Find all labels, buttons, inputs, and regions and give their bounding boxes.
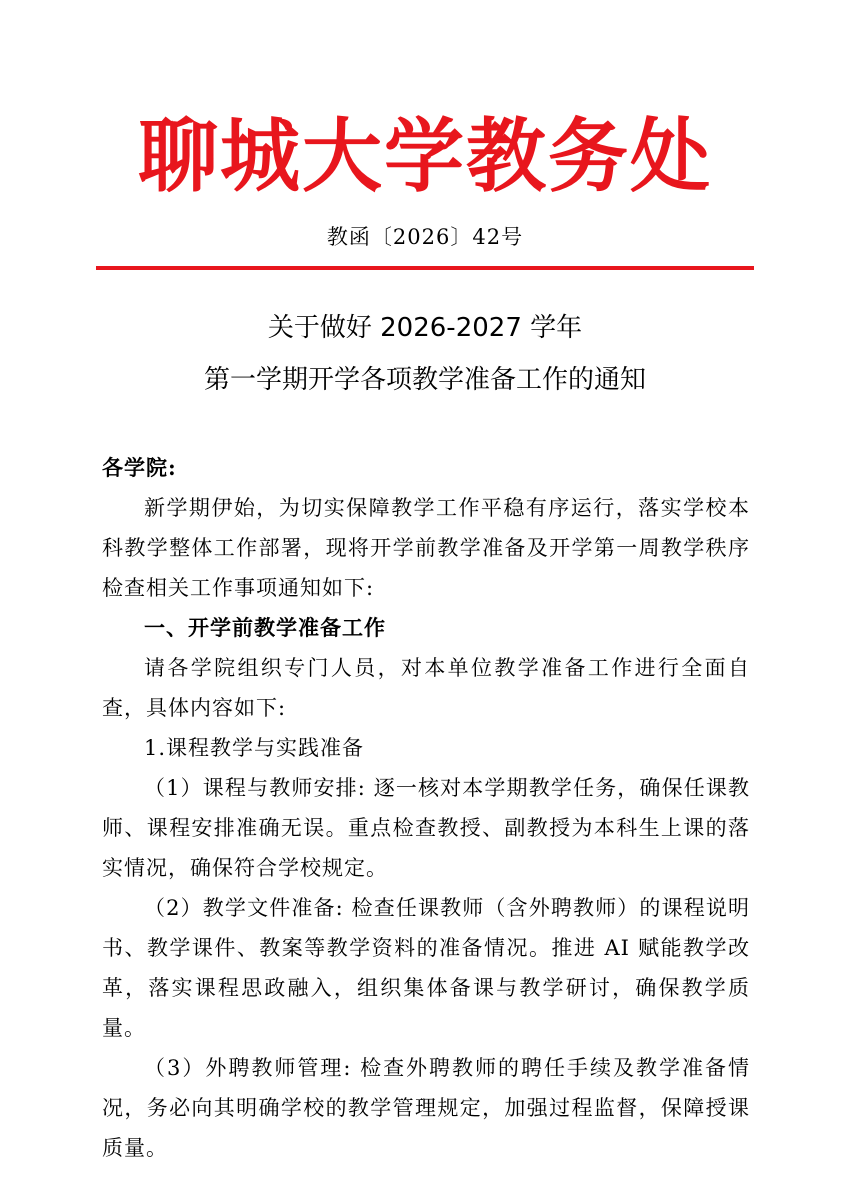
notice-title-line-2: 第一学期开学各项教学准备工作的通知 xyxy=(203,365,646,395)
section-1-heading: 一、开学前教学准备工作 xyxy=(144,615,386,640)
section-1-intro: 请各学院组织专门人员，对本单位教学准备工作进行全面自查，具体内容如下: xyxy=(102,656,750,720)
intro-paragraph: 新学期伊始，为切实保障教学工作平稳有序运行，落实学校本科教学整体工作部署，现将开学前教学准备及开学第一周教学秩序检查相关工作事项通知如下: xyxy=(102,496,750,600)
subsection-1-heading: 1.课程教学与实践准备 xyxy=(144,736,365,760)
issuing-organization-header: 聊城大学教务处 xyxy=(138,109,712,203)
item-3-paragraph: （3）外聘教师管理: 检查外聘教师的聘任手续及教学准备情况，务必向其明确学校的教学管理规定，加强过程监督，保障授课质量。 xyxy=(102,1056,750,1160)
notice-body xyxy=(102,448,750,1168)
item-2-paragraph: （2）教学文件准备: 检查任课教师（含外聘教师）的课程说明书、教学课件、教案等教学资料的准备情况。推进 AI 赋能教学改革，落实课程思政融入，组织集体备课与教学研讨，确保教学质量。 xyxy=(102,896,750,1040)
salutation: 各学院: xyxy=(102,455,177,480)
red-divider-line xyxy=(96,266,754,270)
document-number: 教函〔2026〕42号 xyxy=(326,225,524,249)
item-1-paragraph: （1）课程与教师安排: 逐一核对本学期教学任务，确保任课教师、课程安排准确无误。重点检查教授、副教授为本科生上课的落实情况，确保符合学校规定。 xyxy=(102,776,750,880)
notice-title-line-1: 关于做好 2026-2027 学年 xyxy=(267,313,583,343)
